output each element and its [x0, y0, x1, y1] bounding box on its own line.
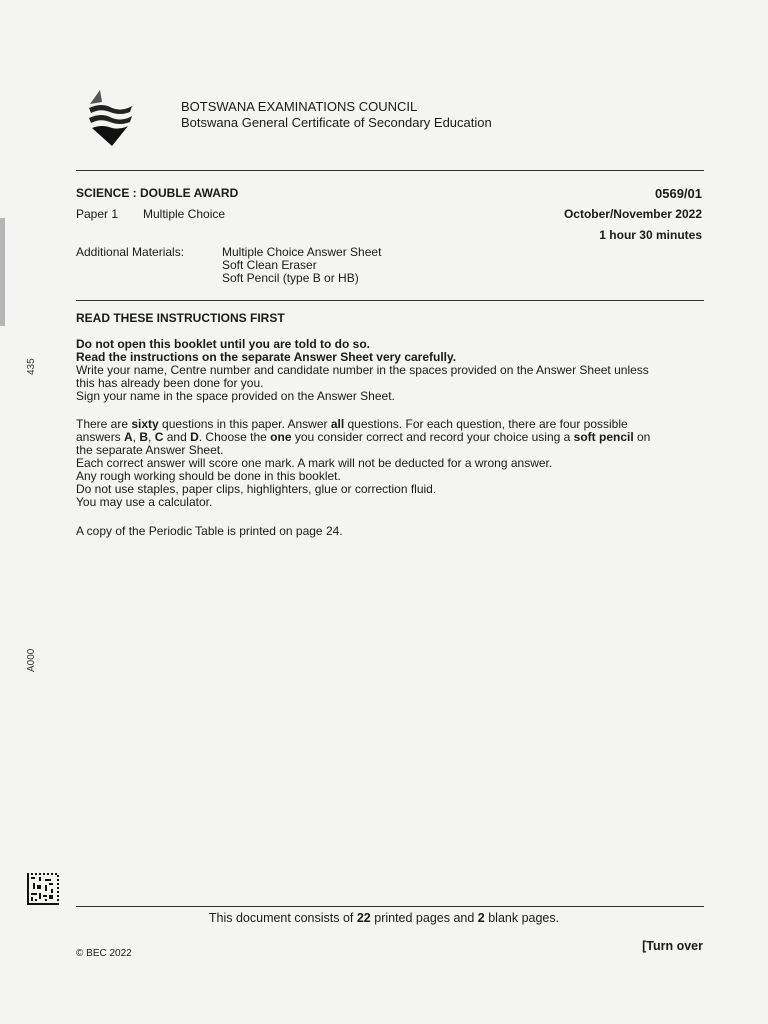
instruction-line: Each correct answer will score one mark. A mark will not be deducted for a wrong answer. [76, 456, 553, 470]
exam-session: October/November 2022 [563, 207, 702, 221]
scan-edge [0, 218, 5, 326]
instruction-line: answers A, B, C and D. Choose the one you consider correct and record your choice using a soft pencil on [76, 430, 651, 444]
org-name: BOTSWANA EXAMINATIONS COUNCIL [181, 99, 418, 114]
side-code-mid: A000 [26, 648, 37, 672]
subject-title: SCIENCE : DOUBLE AWARD [76, 186, 239, 200]
instruction-line: There are sixty questions in this paper. Answer all questions. For each question, there are four possible [76, 417, 628, 431]
material-item: Soft Pencil (type B or HB) [222, 271, 359, 285]
paper-type: Multiple Choice [143, 207, 226, 221]
instruction-line: Write your name, Centre number and candidate number in the spaces provided on the Answer Sheet unless [76, 363, 649, 377]
instruction-line: Any rough working should be done in this booklet. [76, 469, 341, 483]
bec-logo-icon [86, 86, 136, 148]
council-header [181, 99, 492, 131]
header-rule [76, 170, 704, 171]
instruction-line: You may use a calculator. [76, 495, 213, 509]
datamatrix-code-icon [27, 873, 59, 905]
instruction-line: Read the instructions on the separate Answer Sheet very carefully. [76, 350, 457, 364]
instruction-line: Do not open this booklet until you are told to do so. [76, 337, 370, 351]
paper-code: 0569/01 [655, 186, 702, 201]
instructions-block [76, 338, 706, 403]
instructions-rule [76, 300, 704, 301]
page-count-note: This document consists of 22 printed pages and 2 blank pages. [208, 911, 560, 925]
material-item: Soft Clean Eraser [222, 258, 317, 272]
instruction-line: Do not use staples, paper clips, highlighters, glue or correction fluid. [76, 482, 437, 496]
questions-block [76, 418, 706, 509]
certificate-name: Botswana General Certificate of Secondary Education [181, 115, 492, 130]
materials-list [222, 246, 381, 285]
instructions-heading: READ THESE INSTRUCTIONS FIRST [76, 311, 285, 325]
materials-label: Additional Materials: [76, 245, 185, 259]
copyright: © BEC 2022 [76, 948, 132, 959]
periodic-table-note: A copy of the Periodic Table is printed on page 24. [76, 524, 343, 538]
paper-number: Paper 1 [76, 207, 119, 221]
instruction-line: Sign your name in the space provided on the Answer Sheet. [76, 389, 395, 403]
turn-over: [Turn over [642, 939, 703, 953]
material-item: Multiple Choice Answer Sheet [222, 245, 382, 259]
instruction-line: the separate Answer Sheet. [76, 443, 224, 457]
side-code-top: 435 [26, 358, 37, 375]
footer-rule [76, 906, 704, 907]
exam-duration: 1 hour 30 minutes [599, 228, 702, 242]
instruction-line: this has already been done for you. [76, 376, 264, 390]
